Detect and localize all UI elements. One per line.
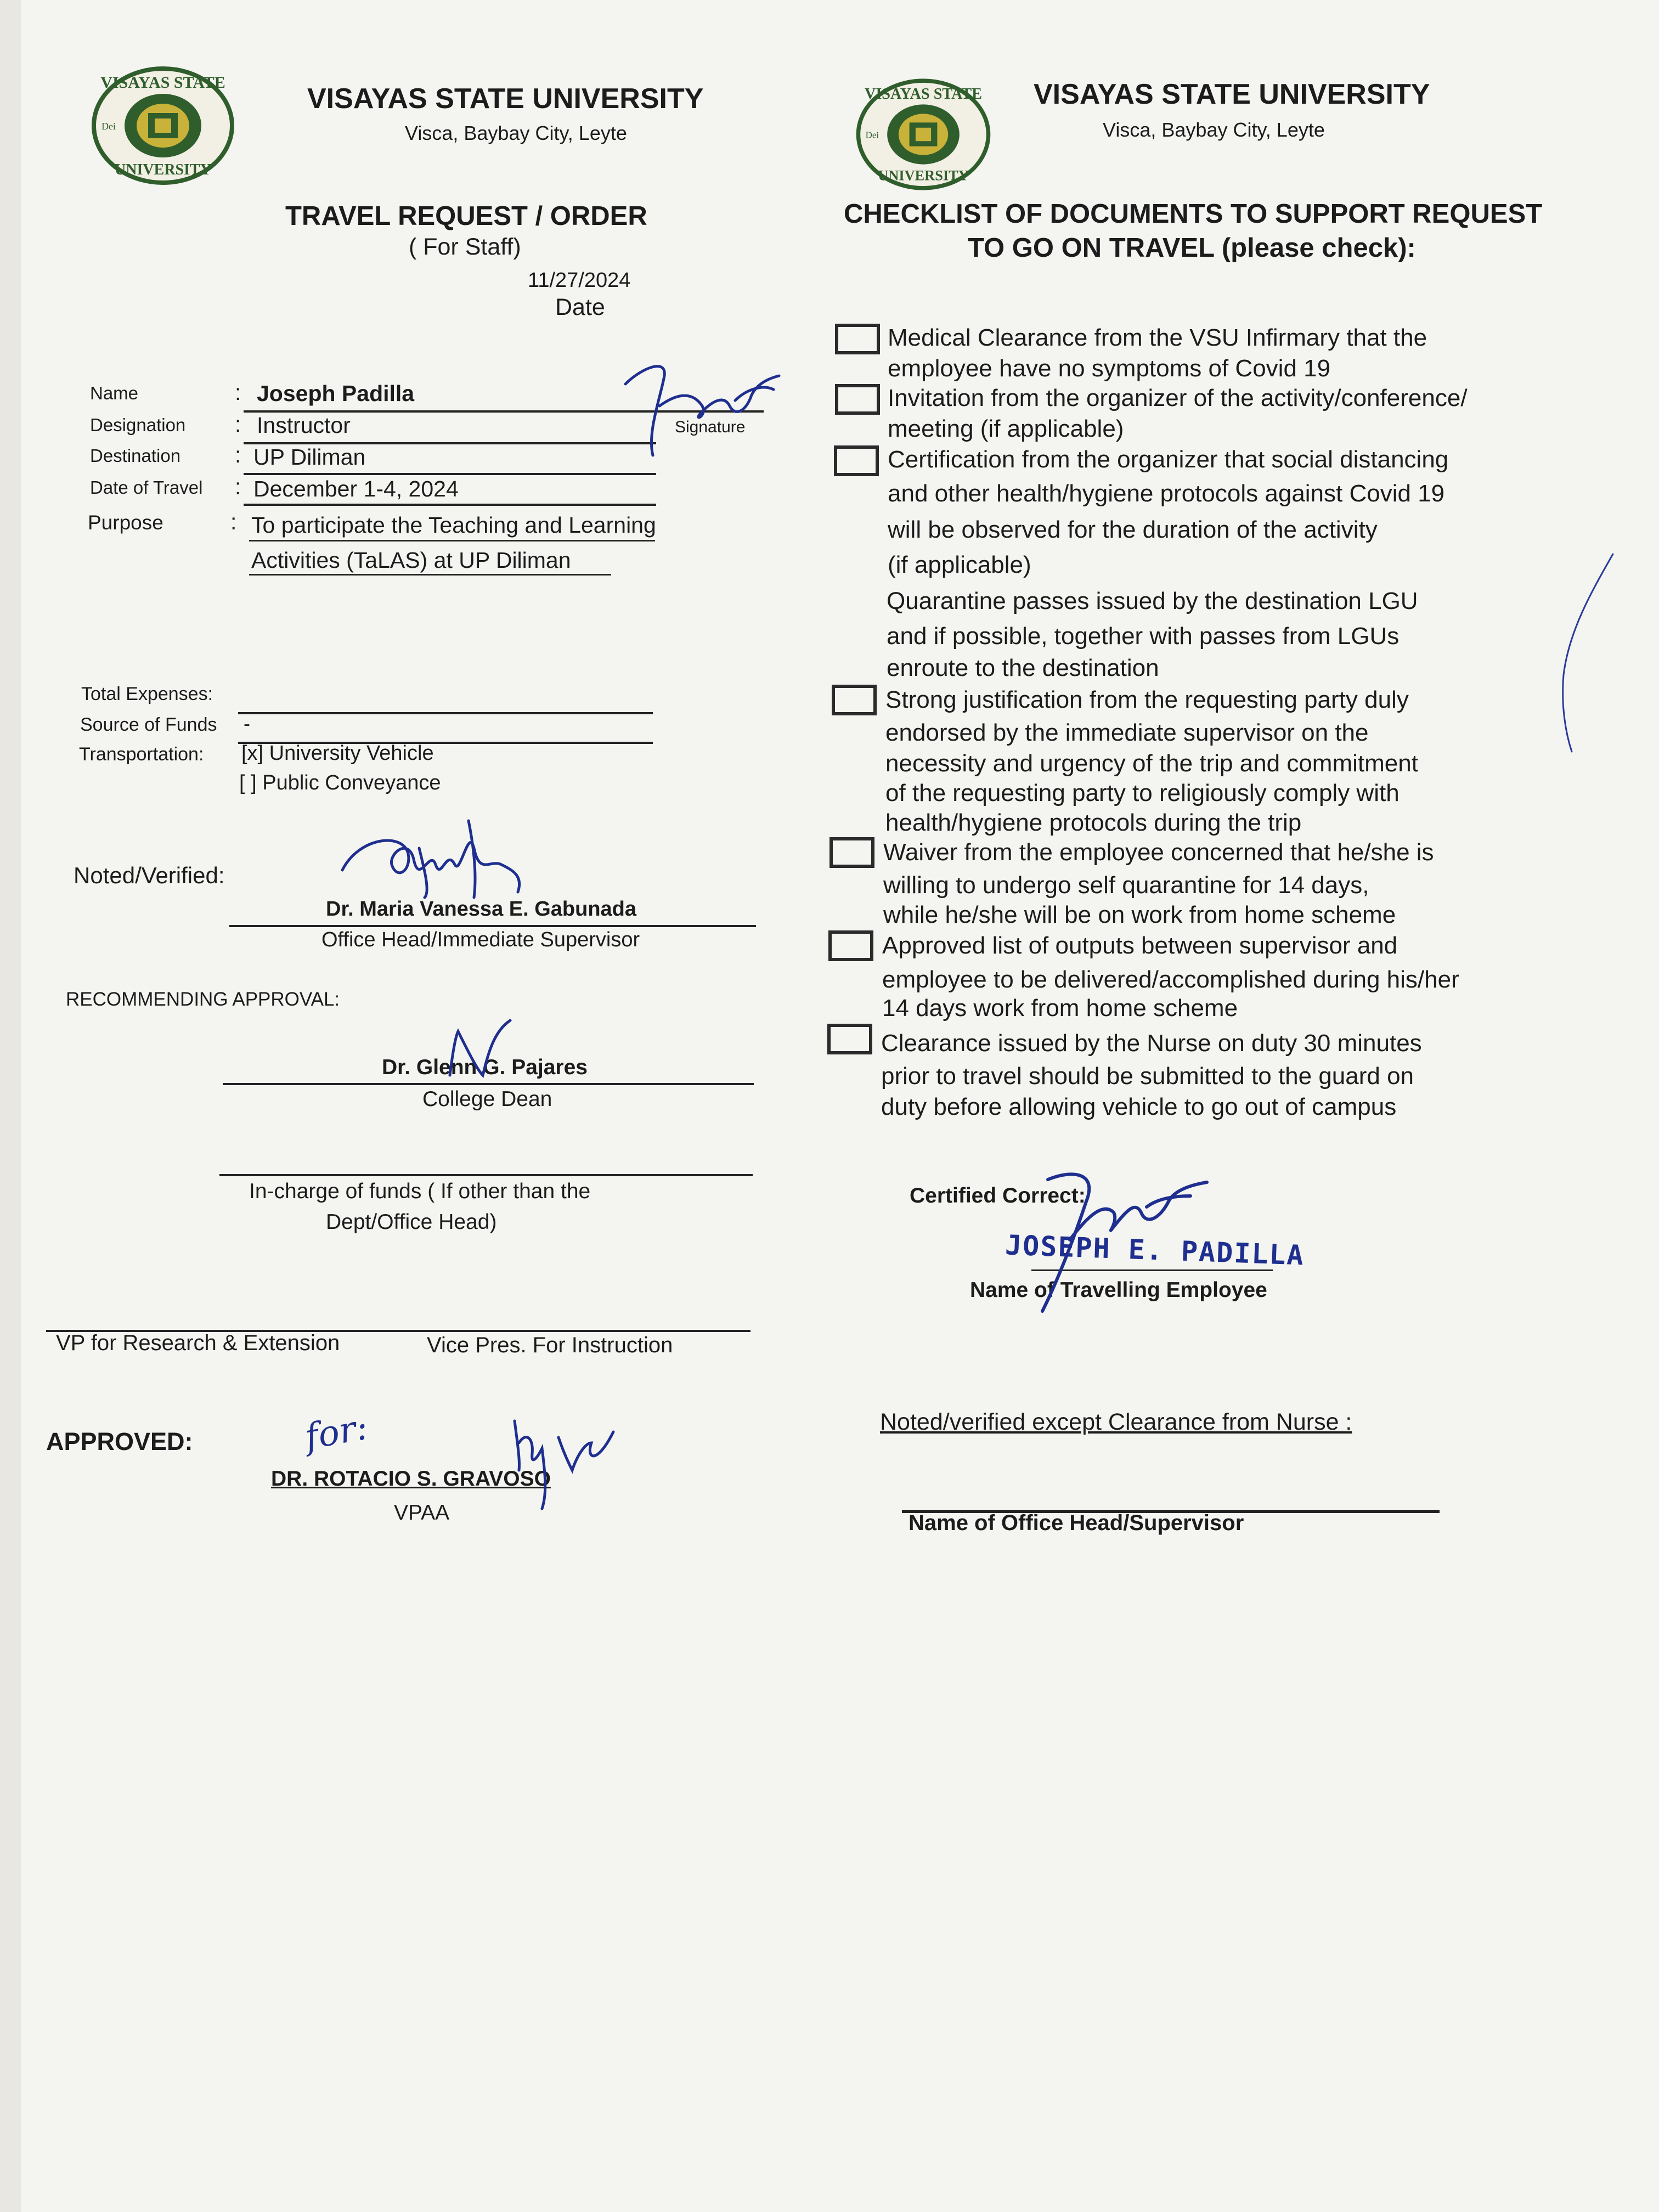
checklist-item-6-line2: employee to be delivered/accomplished during his/her — [882, 966, 1459, 993]
checklist-checkbox-2[interactable] — [835, 384, 880, 415]
university-name-right: VISAYAS STATE UNIVERSITY — [1034, 78, 1430, 110]
approver-signature — [504, 1410, 624, 1514]
purpose-line2: Activities (TaLAS) at UP Diliman — [251, 548, 571, 573]
dean-signature — [439, 1015, 516, 1092]
checklist-item-2-line1: Invitation from the organizer of the activity/conference/ — [888, 385, 1468, 411]
checklist-item-4-line4: of the requesting party to religiously comply with — [885, 780, 1400, 806]
noted-verified-label: Noted/Verified: — [74, 862, 225, 888]
checklist-item-5-line3: while he/she will be on work from home scheme — [883, 901, 1396, 928]
checklist-item-3-line5: Quarantine passes issued by the destination LGU — [887, 588, 1418, 614]
request-date-value: 11/27/2024 — [528, 269, 631, 292]
svg-text:UNIVERSITY: UNIVERSITY — [115, 161, 211, 178]
total-expenses-underline — [238, 712, 653, 714]
form-title: TRAVEL REQUEST / ORDER — [285, 201, 647, 231]
colon: : — [235, 474, 241, 499]
travelling-employee-label: Name of Travelling Employee — [970, 1278, 1267, 1302]
handwritten-employee-name: JOSEPH E. PADILLA — [1005, 1229, 1305, 1272]
recommending-approval-label: RECOMMENDING APPROVAL: — [66, 989, 340, 1010]
checklist-item-6-line1: Approved list of outputs between supervisor and — [882, 932, 1398, 959]
checklist-item-7-line2: prior to travel should be submitted to the guard on — [881, 1063, 1414, 1090]
checklist-title-line2: TO GO ON TRAVEL (please check): — [968, 233, 1416, 263]
date-of-travel-label: Date of Travel — [90, 477, 203, 498]
checklist-item-4-line1: Strong justification from the requesting party duly — [885, 686, 1409, 713]
approved-label: APPROVED: — [46, 1427, 193, 1455]
checklist-checkbox-5[interactable] — [830, 837, 874, 868]
checklist-item-3-line2: and other health/hygiene protocols against Covid 19 — [888, 480, 1445, 507]
ink-stroke-margin — [1553, 549, 1618, 757]
approver-name: DR. ROTACIO S. GRAVOSO — [271, 1467, 551, 1491]
checklist-item-3-line7: enroute to the destination — [887, 654, 1159, 681]
checklist-item-3-line6: and if possible, together with passes from LGUs — [887, 623, 1400, 650]
supervisor-title: Office Head/Immediate Supervisor — [321, 928, 640, 951]
transportation-label: Transportation: — [79, 744, 204, 765]
checklist-title-line1: CHECKLIST OF DOCUMENTS TO SUPPORT REQUEST — [844, 199, 1543, 229]
colon: : — [230, 509, 237, 534]
checklist-checkbox-3[interactable] — [834, 445, 879, 476]
checklist-item-5-line2: willing to undergo self quarantine for 14 days, — [883, 872, 1369, 899]
form-subtitle: ( For Staff) — [409, 234, 521, 260]
purpose-underline-1 — [249, 540, 655, 541]
designation-label: Designation — [90, 415, 186, 435]
request-date-label: Date — [555, 294, 605, 320]
incharge-signature-line — [219, 1174, 753, 1176]
checklist-item-3-line4: (if applicable) — [888, 551, 1031, 578]
checklist-item-5-line1: Waiver from the employee concerned that he/she is — [883, 839, 1434, 866]
supervisor-signature — [337, 815, 534, 909]
checklist-checkbox-7[interactable] — [827, 1024, 872, 1054]
source-of-funds-label: Source of Funds — [80, 714, 217, 735]
transport-university-vehicle: [x] University Vehicle — [241, 742, 434, 765]
incharge-label-line2: Dept/Office Head) — [326, 1210, 497, 1234]
incharge-label-line1: In-charge of funds ( If other than the — [249, 1180, 591, 1203]
certified-correct-label: Certified Correct: — [910, 1184, 1086, 1207]
university-address-right: Visca, Baybay City, Leyte — [1103, 119, 1325, 141]
destination-label: Destination — [90, 445, 181, 466]
colon: : — [235, 442, 241, 467]
university-seal-right — [854, 77, 993, 192]
dean-title: College Dean — [422, 1087, 552, 1111]
approver-prefix-handwritten: for: — [302, 1407, 371, 1458]
checklist-item-2-line2: meeting (if applicable) — [888, 415, 1124, 442]
total-expenses-label: Total Expenses: — [81, 684, 213, 704]
checklist-item-4-line2: endorsed by the immediate supervisor on the — [885, 719, 1369, 746]
university-name-left: VISAYAS STATE UNIVERSITY — [307, 83, 704, 115]
purpose-label: Purpose — [88, 511, 163, 534]
checklist-checkbox-1[interactable] — [835, 324, 880, 354]
vp-research-extension-label: VP for Research & Extension — [56, 1331, 340, 1355]
approver-title: VPAA — [394, 1501, 450, 1525]
checklist-item-7-line1: Clearance issued by the Nurse on duty 30 minutes — [881, 1030, 1422, 1057]
colon: : — [235, 380, 241, 405]
designation-value: Instructor — [257, 413, 351, 438]
checklist-item-6-line3: 14 days work from home scheme — [882, 995, 1238, 1022]
office-head-label: Name of Office Head/Supervisor — [909, 1511, 1244, 1535]
checklist-checkbox-4[interactable] — [832, 685, 877, 715]
checklist-item-7-line3: duty before allowing vehicle to go out of campus — [881, 1093, 1397, 1120]
vp-instruction-label: Vice Pres. For Instruction — [427, 1333, 673, 1357]
checklist-item-4-line5: health/hygiene protocols during the trip — [885, 809, 1302, 836]
date-of-travel-underline — [244, 504, 656, 506]
svg-text:VISAYAS STATE: VISAYAS STATE — [864, 86, 983, 103]
checklist-item-3-line1: Certification from the organizer that social distancing — [888, 446, 1449, 473]
noted-except-nurse-label: Noted/verified except Clearance from Nurse : — [880, 1409, 1352, 1435]
checklist-item-4-line3: necessity and urgency of the trip and commitment — [885, 750, 1418, 777]
purpose-underline-2 — [249, 574, 611, 575]
transport-public-conveyance: [ ] Public Conveyance — [239, 771, 441, 794]
traveller-signature — [609, 346, 785, 461]
checklist-item-1-line1: Medical Clearance from the VSU Infirmary that the — [888, 324, 1427, 351]
employee-signature — [1009, 1158, 1240, 1317]
supervisor-name: Dr. Maria Vanessa E. Gabunada — [326, 898, 637, 921]
checklist-item-3-line3: will be observed for the duration of the activity — [888, 516, 1378, 543]
dean-name: Dr. Glenn G. Pajares — [382, 1056, 588, 1079]
svg-text:UNIVERSITY: UNIVERSITY — [878, 167, 969, 184]
source-of-funds-value: - — [244, 712, 250, 735]
university-seal-left — [89, 65, 237, 187]
name-value: Joseph Padilla — [257, 381, 415, 406]
date-of-travel-value: December 1-4, 2024 — [253, 476, 459, 501]
signature-label: Signature — [675, 418, 746, 436]
purpose-line1: To participate the Teaching and Learning — [251, 512, 656, 538]
checklist-checkbox-6[interactable] — [828, 930, 873, 961]
destination-value: UP Diliman — [253, 444, 366, 470]
supervisor-signature-line — [229, 925, 756, 927]
checklist-item-1-line2: employee have no symptoms of Covid 19 — [888, 355, 1331, 382]
name-label: Name — [90, 383, 139, 403]
destination-underline — [244, 473, 656, 475]
university-address-left: Visca, Baybay City, Leyte — [405, 122, 627, 144]
svg-text:Dei: Dei — [865, 129, 879, 140]
colon: : — [235, 411, 241, 437]
svg-text:VISAYAS STATE: VISAYAS STATE — [100, 74, 225, 92]
svg-text:Dei: Dei — [101, 121, 116, 132]
